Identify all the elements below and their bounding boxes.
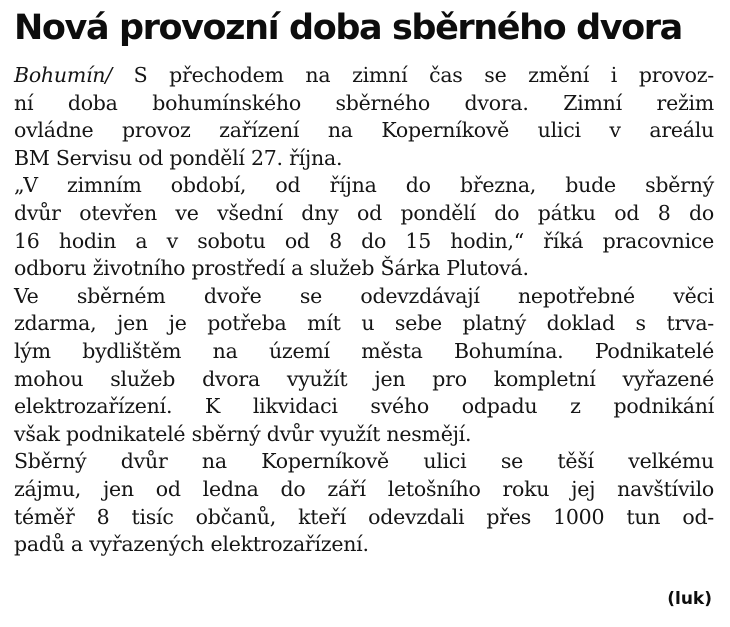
paragraph-line: Ve sběrném dvoře se odevzdávají nepotřebné věci	[14, 283, 714, 308]
dateline: Bohumín/	[14, 63, 112, 87]
article-title: Nová provozní doba sběrného dvora	[14, 8, 682, 48]
paragraph-3	[14, 283, 714, 449]
paragraph-line: lým bydlištěm na území města Bohumína. Podnikatelé	[14, 338, 714, 363]
paragraph-line: zdarma, jen je potřeba mít u sebe platný doklad s trva-	[14, 311, 714, 336]
paragraph-line: mohou služeb dvora využít jen pro kompletní vyřazené	[14, 366, 714, 391]
paragraph-line: 16 hodin a v sobotu od 8 do 15 hodin,“ říká pracovnice	[14, 228, 714, 253]
paragraph-line: ní doba bohumínského sběrného dvora. Zimní režim	[14, 90, 714, 115]
paragraph-line: však podnikatelé sběrný dvůr využít nesmějí.	[14, 421, 472, 446]
paragraph-2	[14, 172, 714, 282]
article-body	[14, 62, 714, 559]
paragraph-line	[14, 62, 714, 90]
paragraph-line: padů a vyřazených elektrozařízení.	[14, 532, 369, 557]
paragraph-line: dvůr otevřen ve všední dny od pondělí do pátku od 8 do	[14, 200, 714, 225]
paragraph-line: Sběrný dvůr na Koperníkově ulici se těší velkému	[14, 449, 714, 474]
paragraph-1	[14, 62, 714, 172]
paragraph-line: odboru životního prostředí a služeb Šárka Plutová.	[14, 256, 529, 281]
author-tag: (luk)	[667, 589, 712, 609]
paragraph-line: elektrozařízení. K likvidaci svého odpadu z podnikání	[14, 394, 714, 419]
paragraph-4	[14, 448, 714, 558]
line-text: S přechodem na zimní čas se změní i provoz-	[111, 63, 714, 87]
paragraph-line: ovládne provoz zařízení na Koperníkově ulici v areálu	[14, 118, 714, 143]
paragraph-line: BM Servisu od pondělí 27. října.	[14, 145, 343, 170]
paragraph-line: „V zimním období, od října do března, bude sběrný	[14, 173, 714, 198]
paragraph-line: téměř 8 tisíc občanů, kteří odevzdali přes 1000 tun od-	[14, 504, 714, 529]
paragraph-line: zájmu, jen od ledna do září letošního roku jej navštívilo	[14, 476, 714, 501]
